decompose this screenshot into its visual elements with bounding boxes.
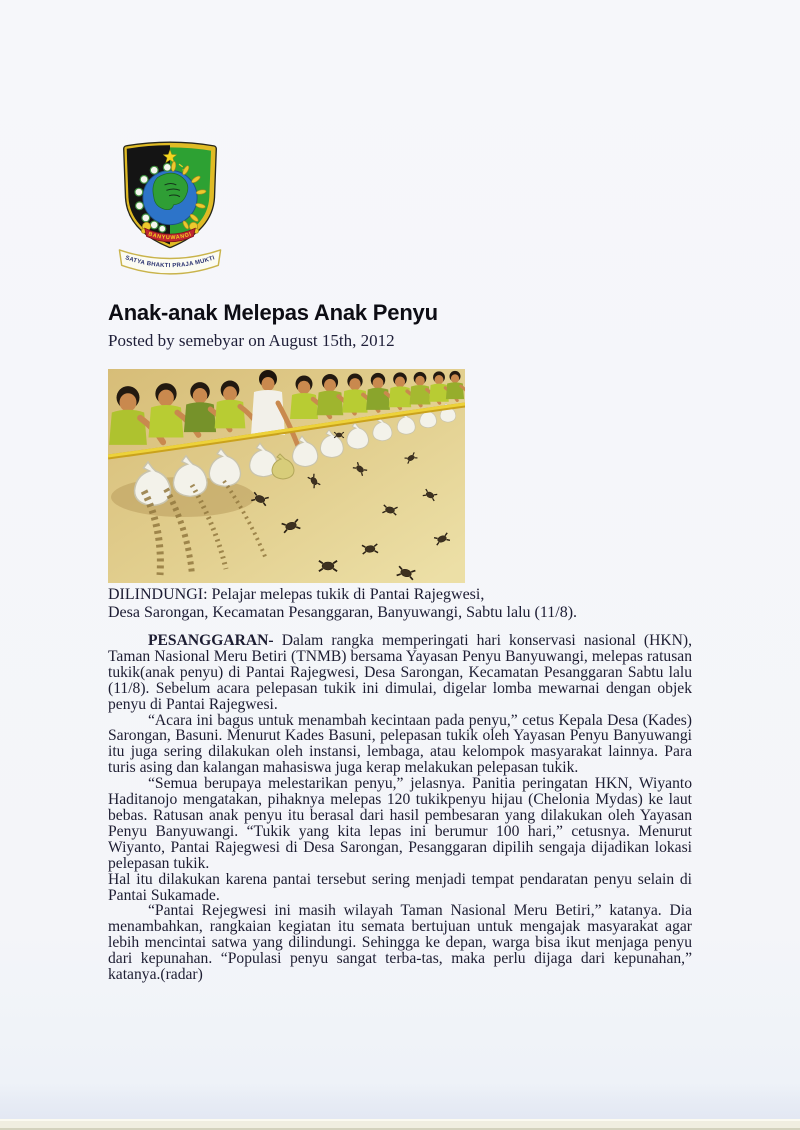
- article-paragraph: Hal itu dilakukan karena pantai tersebut sering menjadi tempat pendaratan penyu selain di Pantai Sukamade.: [108, 870, 692, 904]
- paragraph-text: Dalam rangka memperingati hari konservasi nasional (HKN), Taman Nasional Meru Betiri (TNMB) bersama Yayasan Penyu Banyuwangi, melepas ratusan tukik(anak penyu) di Pantai Rajegwesi, Desa Sarongan, Kecamatan Pesanggaran Sabtu lalu (11/8). Sebelum acara pelepasan tukik ini dimulai, digelar lomba mewarnai dengan objek penyu di Pantai Rajegwesi.: [108, 632, 692, 713]
- caption-line: Desa Sarongan, Kecamatan Pesanggaran, Banyuwangi, Sabtu lalu (11/8).: [108, 603, 578, 621]
- crest-svg: [114, 136, 226, 288]
- article-body: [108, 633, 692, 983]
- banner-text: BANYUWANGI: [147, 231, 193, 242]
- paragraph-lead: PESANGGARAN-: [148, 632, 274, 649]
- article-paragraph: “Pantai Rejegwesi ini masih wilayah Taman Nasional Meru Betiri,” katanya. Dia menambahkan, rangkaian kegiatan itu semata bertujuan untuk mengajak masyarakat agar lebih mencintai satwa yang dilindungi. Sehingga ke depan, warga bisa ikut menjaga penyu dari kepunahan. “Populasi penyu sangat terba-tas, maka perlu dijaga dari kepunahan,” katanya.(radar): [108, 902, 692, 984]
- beach-turtle-release-photo: [108, 369, 465, 583]
- article-paragraph: “Acara ini bagus untuk menambah kecintaan pada penyu,” cetus Kepala Desa (Kades) Sarongan, Basuni. Menurut Kades Basuni, pelepasan tukik oleh Yayasan Penyu Banyuwangi itu juga sering dilakukan oleh instansi, lembaga, atau kelompok masyarakat lainnya. Para turis asing dan kalangan mahasiswa juga kerap melakukan pelepasan tukik.: [108, 711, 692, 777]
- caption-line: DILINDUNGI: Pelajar melepas tukik di Pantai Rajegwesi,: [108, 586, 485, 603]
- scan-shadow-band: [0, 1082, 800, 1119]
- scanner-edge-strip: [0, 1119, 800, 1130]
- photo-svg: [108, 369, 465, 583]
- banyuwangi-crest-logo: [114, 136, 226, 288]
- globe-emblem: [143, 170, 197, 224]
- article-paragraph: “Semua berupaya melestarikan penyu,” jelasnya. Panitia peringatan HKN, Wiyanto Haditanojo mengatakan, pihaknya melepas 120 tukikpenyu hijau (Chelonia Mydas) ke laut bebas. Ratusan anak penyu itu berasal dari hasil pembesaran yang dilakukan oleh Yayasan Penyu Banyuwangi. “Tukik yang kita lepas ini berumur 100 hari,” cetusnya. Menurut Wiyanto, Pantai Rajegwesi di Desa Sarongan, Pesanggaran dipilih sengaja dijadikan lokasi pelepasan tukik.: [108, 775, 692, 872]
- motto-text: SATYA BHAKTI PRAJA MUKTI: [124, 255, 216, 270]
- article-paragraph: [108, 633, 692, 713]
- motto-ribbon: [119, 250, 220, 274]
- article-title: Anak-anak Melepas Anak Penyu: [108, 300, 438, 325]
- article-byline: Posted by semebyar on August 15th, 2012: [108, 331, 395, 350]
- shield: [123, 144, 213, 248]
- photo-caption: [108, 586, 668, 621]
